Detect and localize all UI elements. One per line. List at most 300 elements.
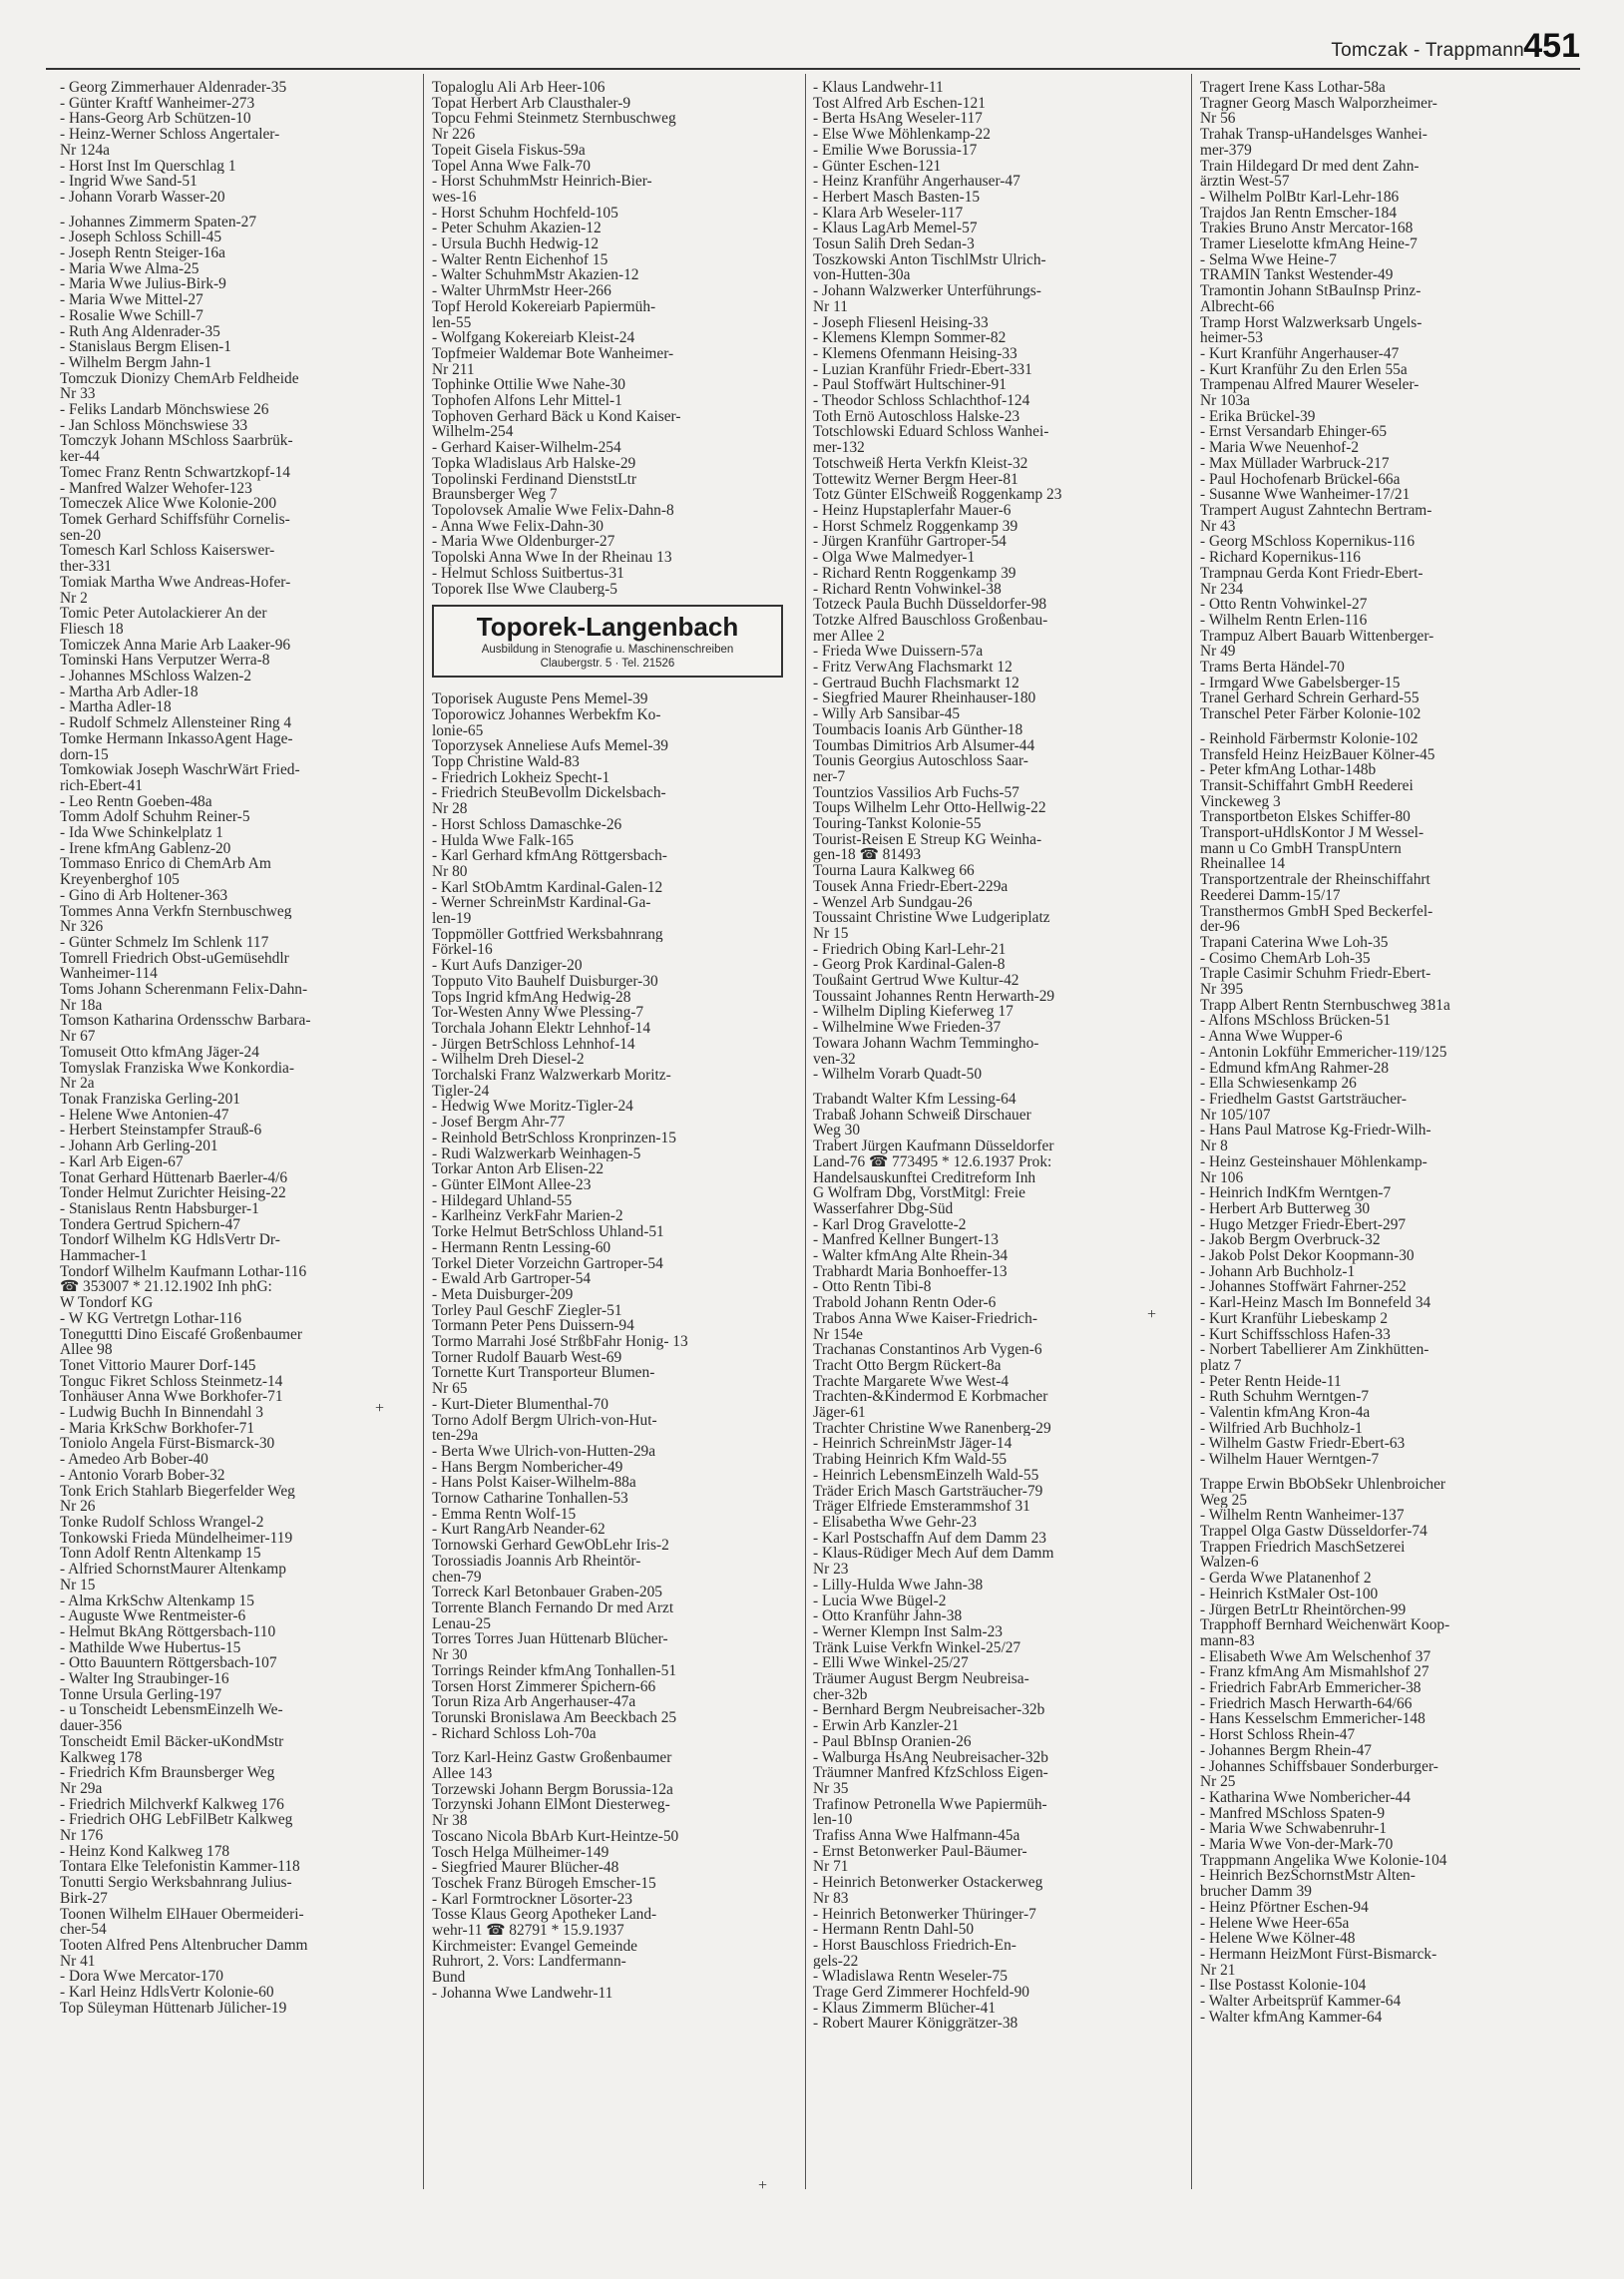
directory-entry: Trajdos Jan Rentn Emscher-184 [1200,205,1398,222]
directory-entry: - Rudolf Schmelz Allensteiner Ring 4 [60,715,292,731]
directory-entry: - Heinz Gesteinshauer Möhlenkamp- [1200,1153,1427,1170]
directory-entry: Nr 18a [60,997,103,1014]
directory-entry: Kreyenberghof 105 [60,872,180,888]
entry-gap [1200,1468,1551,1477]
directory-entry: Torner Rudolf Bauarb West-69 [432,1349,622,1366]
directory-entry: Topolski Anna Wwe In der Rheinau 13 [432,550,672,566]
directory-entry: Toporzysek Anneliese Aufs Memel-39 [432,738,668,755]
directory-entry: Ruhrort, 2. Vors: Landfermann- [432,1954,626,1971]
directory-entry: brucher Damm 39 [1200,1884,1312,1900]
directory-entry: Tonat Gerhard Hüttenarb Baerler-4/6 [60,1169,288,1186]
directory-entry: Tonhäuser Anna Wwe Borkhofer-71 [60,1389,283,1406]
directory-entry: Tragert Irene Kass Lothar-58a [1200,80,1386,96]
directory-entry: Tonke Rudolf Schloss Wrangel-2 [60,1514,264,1531]
directory-entry: - Klara Arb Weseler-117 [813,205,964,222]
directory-entry: Trapani Caterina Wwe Loh-35 [1200,934,1389,951]
directory-entry: mann u Co GmbH TranspUntern [1200,840,1402,857]
directory-entry: - Mathilde Wwe Hubertus-15 [60,1639,241,1656]
directory-entry: Nr 83 [813,1890,849,1907]
directory-entry: Jäger-61 [813,1405,866,1421]
directory-entry: - Ilse Postasst Kolonie-104 [1200,1978,1367,1995]
directory-entry: Tost Alfred Arb Eschen-121 [813,95,986,112]
directory-entry: - Olga Wwe Malmedyer-1 [813,550,976,566]
directory-entry: - Karl Postschaffn Auf dem Damm 23 [813,1530,1046,1547]
directory-entry: - Hermann Rentn Dahl-50 [813,1922,975,1938]
directory-entry: gen-18 ☎ 81493 [813,847,922,864]
directory-entry: wehr-11 ☎ 82791 * 15.9.1937 [432,1923,624,1939]
directory-entry: Rheinallee 14 [1200,856,1286,873]
directory-entry: von-Hutten-30a [813,267,911,284]
directory-entry: - Horst Schuhm Hochfeld-105 [432,205,618,222]
directory-entry: Tonguc Fikret Schloss Steinmetz-14 [60,1373,283,1390]
directory-entry: Topputo Vito Bauhelf Duisburger-30 [432,973,658,990]
directory-entry: Nr 105/107 [1200,1107,1271,1124]
directory-entry: - Peter kfmAng Lothar-148b [1200,762,1377,778]
directory-entry: gels-22 [813,1953,859,1970]
directory-entry: mer Allee 2 [813,628,885,645]
directory-entry: - Werner SchreinMstr Kardinal-Ga- [432,895,651,912]
directory-entry: platz 7 [1200,1357,1242,1374]
directory-entry: Torres Torres Juan Hüttenarb Blücher- [432,1631,668,1648]
directory-entry: - Katharina Wwe Nombericher-44 [1200,1789,1411,1806]
directory-entry: Tonet Vittorio Maurer Dorf-145 [60,1357,256,1374]
directory-entry: Nr 176 [60,1828,104,1844]
directory-entry: Trabaß Johann Schweiß Dirschauer [813,1107,1031,1124]
directory-entry: sen-20 [60,527,102,544]
directory-entry: Torley Paul GeschF Ziegler-51 [432,1302,622,1319]
directory-entry: Topat Herbert Arb Clausthaler-9 [432,95,631,112]
directory-entry: - Karl Heinz HdlsVertr Kolonie-60 [60,1985,274,2001]
directory-entry: Wasserfahrer Dbg-Süd [813,1200,954,1217]
directory-entry: ☎ 353007 * 21.12.1902 Inh phG: [60,1279,272,1296]
directory-entry: Tontara Elke Telefonistin Kammer-118 [60,1859,300,1876]
directory-entry: Trachte Margarete Wwe West-4 [813,1373,1010,1390]
directory-entry: - Günter ElMont Allee-23 [432,1177,592,1193]
directory-entry: Tosun Salih Dreh Sedan-3 [813,236,975,252]
directory-entry: - Erika Brückel-39 [1200,408,1316,425]
directory-entry: Tountzios Vassilios Arb Fuchs-57 [813,784,1019,801]
directory-entry: Tomkowiak Joseph WaschrWärt Fried- [60,762,300,778]
directory-entry: - Wilhelmine Wwe Frieden-37 [813,1020,1002,1036]
directory-entry: Torke Helmut BetrSchloss Uhland-51 [432,1224,664,1240]
directory-entry: - Alma KrkSchw Altenkamp 15 [60,1593,254,1609]
directory-entry: Toszkowski Anton TischlMstr Ulrich- [813,251,1046,268]
directory-entry: - Lilly-Hulda Wwe Jahn-38 [813,1577,984,1594]
directory-entry: - Karl StObAmtm Kardinal-Galen-12 [432,879,663,896]
directory-entry: - Antonin Lokführ Emmericher-119/125 [1200,1044,1447,1061]
directory-entry: Trampnau Gerda Kont Friedr-Ebert- [1200,565,1423,582]
directory-entry: Trappen Friedrich MaschSetzerei [1200,1539,1406,1556]
directory-entry: - Wladislawa Rentn Weseler-75 [813,1969,1008,1986]
directory-entry: - Heinrich IndKfm Werntgen-7 [1200,1185,1392,1201]
directory-entry: - Ernst Betonwerker Paul-Bäumer- [813,1843,1027,1860]
directory-entry: - Fritz VerwAng Flachsmarkt 12 [813,660,1013,676]
directory-entry: - Else Wwe Möhlenkamp-22 [813,127,991,143]
directory-entry: - Gerhard Kaiser-Wilhelm-254 [432,440,621,456]
directory-entry: - Paul Hochofenarb Brückel-66a [1200,471,1401,488]
directory-entry: Topolovsek Amalie Wwe Felix-Dahn-8 [432,502,674,519]
directory-entry: - Irmgard Wwe Gabelsberger-15 [1200,675,1401,691]
directory-entry: mer-132 [813,440,865,456]
directory-entry: rich-Ebert-41 [60,777,143,794]
directory-entry: - Horst Bauschloss Friedrich-En- [813,1937,1016,1954]
directory-entry: Nr 234 [1200,581,1244,598]
directory-entry: Albrecht-66 [1200,298,1275,315]
directory-entry: - Richard Schloss Loh-70a [432,1725,597,1742]
directory-entry: - Maria Wwe Mittel-27 [60,292,203,308]
directory-entry: - Johann Arb Gerling-201 [60,1139,218,1154]
directory-entry: - Theodor Schloss Schlachthof-124 [813,393,1030,409]
directory-entry: Kirchmeister: Evangel Gemeinde [432,1938,637,1955]
directory-entry: Braunsberger Weg 7 [432,487,558,503]
directory-entry: Torzewski Johann Bergm Borussia-12a [432,1781,673,1798]
directory-entry: - Herbert Masch Basten-15 [813,189,981,206]
directory-entry: Nr 38 [432,1813,468,1829]
directory-entry: - Friedrich FabrArb Emmericher-38 [1200,1680,1421,1696]
entry-gap [432,1741,783,1750]
directory-entry: Tomson Katharina Ordensschw Barbara- [60,1013,311,1030]
directory-entry: Träder Erich Masch Gartsträucher-79 [813,1483,1043,1500]
directory-entry: Traple Casimir Schuhm Friedr-Ebert- [1200,966,1431,983]
directory-entry: - Jakob Polst Dekor Koopmann-30 [1200,1248,1415,1264]
directory-column-3 [813,80,1164,2032]
directory-entry: Träumer August Bergm Neubreisa- [813,1671,1029,1687]
directory-entry: - Elisabeth Wwe Am Welschenhof 37 [1200,1648,1431,1665]
directory-entry: - Horst Schloss Damaschke-26 [432,816,622,833]
directory-entry: - Klemens Ofenmann Heising-33 [813,345,1017,362]
directory-entry: Torrings Reinder kfmAng Tonhallen-51 [432,1662,677,1679]
directory-entry: - Gerda Wwe Platanenhof 2 [1200,1571,1372,1587]
directory-entry: Nr 35 [813,1780,849,1797]
entry-gap [60,206,411,215]
directory-entry: Topel Anna Wwe Falk-70 [432,158,591,175]
directory-entry: Vinckeweg 3 [1200,793,1281,810]
directory-entry: Trahak Transp-uHandelsges Wanhei- [1200,127,1427,143]
directory-entry: Tottewitz Werner Bergm Heer-81 [813,471,1018,488]
directory-entry: - Manfred Walzer Wehofer-123 [60,480,252,497]
directory-entry: Train Hildegard Dr med dent Zahn- [1200,158,1420,175]
directory-entry: - Maria Wwe Von-der-Mark-70 [1200,1837,1394,1853]
directory-entry: Trappmann Angelika Wwe Kolonie-104 [1200,1852,1447,1869]
directory-entry: - Hermann Rentn Lessing-60 [432,1239,611,1256]
directory-entry: Nr 15 [813,925,849,942]
entry-gap [1200,722,1551,731]
directory-entry: len-19 [432,911,472,927]
directory-entry: - Karl Arb Eigen-67 [60,1153,184,1170]
directory-entry: Topolinski Ferdinand DienststLtr [432,471,636,488]
directory-entry: - Peter Schuhm Akazien-12 [432,221,602,237]
directory-entry: Trabandt Walter Kfm Lessing-64 [813,1092,1016,1108]
directory-entry: Tommaso Enrico di ChemArb Am [60,856,271,873]
directory-entry: - Georg Prok Kardinal-Galen-8 [813,957,1006,974]
directory-entry: Trabos Anna Wwe Kaiser-Friedrich- [813,1310,1037,1327]
directory-entry: - Valentin kfmAng Kron-4a [1200,1405,1371,1421]
directory-entry: - Amedeo Arb Bober-40 [60,1452,208,1468]
directory-entry: - Heinz Pförtner Eschen-94 [1200,1899,1369,1916]
directory-entry: - Jürgen BetrLtr Rheintörchen-99 [1200,1601,1407,1618]
directory-column-1 [60,80,411,2016]
directory-entry: Transport-uHdlsKontor J M Wessel- [1200,825,1424,841]
directory-entry: - Max Müllader Warbruck-217 [1200,455,1390,472]
entry-gap [813,1083,1164,1092]
directory-entry: Tondorf Wilhelm Kaufmann Lothar-116 [60,1263,307,1280]
directory-entry: - Antonio Vorarb Bober-32 [60,1467,225,1484]
directory-entry: - Hildegard Uhland-55 [432,1192,573,1209]
directory-entry: Träumner Manfred KfzSchloss Eigen- [813,1765,1048,1781]
directory-entry: - Hans Kesselschm Emmericher-148 [1200,1711,1425,1728]
directory-entry: Topp Christine Wald-83 [432,754,580,770]
directory-entry: Tommes Anna Verkfn Sternbuschweg [60,903,292,920]
margin-mark: + [758,2177,768,2194]
directory-entry: Tormo Marrahi José StrßbFahr Honig- 13 [432,1334,688,1350]
directory-entry: ner-7 [813,768,846,785]
directory-entry: Transthermos GmbH Sped Beckerfel- [1200,903,1433,920]
directory-entry: - Ruth Schuhm Werntgen-7 [1200,1389,1370,1406]
directory-entry: - Bernhard Bergm Neubreisacher-32b [813,1702,1045,1719]
directory-entry: - Helmut Schloss Suitbertus-31 [432,565,624,582]
directory-entry: Totschlowski Eduard Schloss Wanhei- [813,424,1049,441]
directory-entry: - Hans-Georg Arb Schützen-10 [60,111,251,128]
directory-entry: Toniolo Angela Fürst-Bismarck-30 [60,1436,275,1453]
page-header [46,28,1580,70]
directory-entry: - Friedrich SteuBevollm Dickelsbach- [432,785,666,802]
directory-entry: Tramer Lieselotte kfmAng Heine-7 [1200,236,1418,252]
directory-entry: Top Süleyman Hüttenarb Jülicher-19 [60,2000,287,2017]
directory-entry: Fliesch 18 [60,621,124,638]
directory-entry: - Heinrich Betonwerker Ostackerweg [813,1875,1043,1891]
ad-address: Claubergstr. 5 · Tel. 21526 [540,658,675,671]
directory-entry: - Gino di Arb Holtener-363 [60,887,228,904]
directory-entry: Tousek Anna Friedr-Ebert-229a [813,878,1009,895]
directory-entry: Topf Herold Kokereiarb Papiermüh- [432,298,656,315]
directory-entry: - Ursula Buchh Hedwig-12 [432,236,600,252]
directory-entry: - Hans Bergm Nombericher-49 [432,1459,623,1476]
directory-entry: Land-76 ☎ 773495 * 12.6.1937 Prok: [813,1153,1052,1170]
directory-entry: - Elisabetha Wwe Gehr-23 [813,1514,977,1531]
directory-entry: Tondorf Wilhelm KG HdlsVertr Dr- [60,1232,280,1249]
directory-entry: Tops Ingrid kfmAng Hedwig-28 [432,989,631,1006]
directory-entry: Topaloglu Ali Arb Heer-106 [432,80,606,96]
directory-entry: - Jürgen Kranführ Gartroper-54 [813,534,1007,551]
directory-entry: Trams Berta Händel-70 [1200,660,1345,676]
directory-entry: Toms Johann Scherenmann Felix-Dahn- [60,982,308,998]
directory-entry: - Lucia Wwe Bügel-2 [813,1593,947,1609]
directory-entry: Nr 8 [1200,1139,1228,1154]
directory-entry: len-55 [432,314,472,331]
directory-entry: Walzen-6 [1200,1555,1259,1572]
directory-entry: Trampert August Zahntechn Bertram- [1200,502,1432,519]
directory-entry: - Paul BbInsp Oranien-26 [813,1733,972,1750]
directory-entry: Trappel Olga Gastw Düsseldorfer-74 [1200,1523,1427,1540]
directory-entry: Förkel-16 [432,942,493,959]
directory-entry: - Heinrich LebensmEinzelh Wald-55 [813,1467,1039,1484]
directory-entry: Torkel Dieter Vorzeichn Gartroper-54 [432,1255,663,1272]
directory-entry: Tonk Erich Stahlarb Biegerfelder Weg [60,1483,295,1500]
directory-entry: Nr 33 [60,386,96,403]
directory-entry: Toußaint Gertrud Wwe Kultur-42 [813,973,1019,989]
directory-entry: Nr 326 [60,919,104,935]
directory-entry: - Kurt-Dieter Blumenthal-70 [432,1396,609,1413]
directory-entry: Tooten Alfred Pens Altenbrucher Damm [60,1937,308,1954]
directory-entry: - Karl Gerhard kfmAng Röttgersbach- [432,848,667,864]
ad-title: Toporek-Langenbach [476,612,739,643]
directory-entry: - Wolfgang Kokereiarb Kleist-24 [432,330,635,346]
directory-entry: - Edmund kfmAng Rahmer-28 [1200,1060,1390,1077]
directory-entry: Trachanas Constantinos Arb Vygen-6 [813,1342,1042,1358]
directory-entry: - Cosimo ChemArb Loh-35 [1200,950,1371,967]
directory-entry: - Josef Bergm Ahr-77 [432,1115,566,1131]
directory-entry: - Maria Wwe Neuenhof-2 [1200,440,1360,456]
directory-entry: Tormann Peter Pens Duissern-94 [432,1318,634,1335]
directory-entry: - Klaus Zimmerm Blücher-41 [813,2000,997,2017]
directory-entry: - Johann Walzwerker Unterführungs- [813,283,1041,299]
directory-entry: - Maria Wwe Schwabenruhr-1 [1200,1821,1388,1838]
directory-entry: Torsen Horst Zimmerer Spichern-66 [432,1678,656,1695]
directory-entry: - Richard Kopernikus-116 [1200,550,1361,566]
directory-entry: Tornette Kurt Transporteur Blumen- [432,1365,655,1382]
directory-entry: - W KG Vertretgn Lothar-116 [60,1310,242,1327]
directory-entry: Topfmeier Waldemar Bote Wanheimer- [432,345,674,362]
directory-entry: - Karl Drog Gravelotte-2 [813,1216,967,1233]
directory-entry: - Reinhold Färbermstr Kolonie-102 [1200,730,1419,747]
directory-entry: - Maria Wwe Oldenburger-27 [432,534,615,551]
directory-entry: - Klaus Landwehr-11 [813,80,944,96]
directory-entry: Tramp Horst Walzwerksarb Ungels- [1200,314,1422,331]
directory-entry: Tomic Peter Autolackierer An der [60,606,267,622]
directory-entry: - Klaus LagArb Memel-57 [813,221,978,237]
directory-entry: - Walter Rentn Eichenhof 15 [432,251,609,268]
directory-entry: Torun Riza Arb Angerhauser-47a [432,1694,636,1710]
directory-entry: Tomyslak Franziska Wwe Konkordia- [60,1060,294,1077]
directory-entry: - Johanna Wwe Landwehr-11 [432,1985,613,2002]
directory-entry: - Georg MSchloss Kopernikus-116 [1200,534,1416,551]
directory-entry: Totz Günter ElSchweiß Roggenkamp 23 [813,487,1062,503]
directory-entry: mann-83 [1200,1632,1255,1649]
directory-entry: - Friedrich Obing Karl-Lehr-21 [813,941,1007,958]
directory-entry: ther-331 [60,559,112,575]
directory-entry: - Stanislaus Bergm Elisen-1 [60,339,231,355]
directory-entry: lonie-65 [432,722,484,739]
directory-entry: - Herbert Steinstampfer Strauß-6 [60,1123,262,1140]
directory-entry: - Joseph Schloss Schill-45 [60,229,222,246]
directory-entry: Toporek Ilse Wwe Clauberg-5 [432,581,617,598]
directory-entry: Toscano Nicola BbArb Kurt-Heintze-50 [432,1828,679,1845]
directory-entry: Allee 98 [60,1342,113,1358]
directory-entry: Nr 56 [1200,111,1236,128]
column-divider [1191,74,1192,2189]
directory-entry: - Friedrich Lokheiz Specht-1 [432,769,610,786]
directory-entry: Totschweiß Herta Verkfn Kleist-32 [813,455,1028,472]
directory-entry: - Frieda Wwe Duissern-57a [813,644,984,661]
directory-entry: - Johannes Stoffwärt Fahrner-252 [1200,1279,1407,1296]
directory-entry: - Otto Rentn Vohwinkel-27 [1200,597,1368,613]
directory-entry: - Hedwig Wwe Moritz-Tigler-24 [432,1099,633,1116]
directory-entry: Torz Karl-Heinz Gastw Großenbaumer [432,1750,672,1767]
directory-entry: Tophinke Ottilie Wwe Nahe-30 [432,377,625,394]
directory-entry: - Jürgen BetrSchloss Lehnhof-14 [432,1036,635,1053]
directory-entry: Topka Wladislaus Arb Halske-29 [432,455,636,472]
directory-entry: Tonscheidt Emil Bäcker-uKondMstr [60,1733,284,1750]
directory-entry: Trabhardt Maria Bonhoeffer-13 [813,1263,1008,1280]
page-number: 451 [1523,27,1580,65]
directory-entry: - Wenzel Arb Sundgau-26 [813,894,973,911]
directory-entry: - Werner Klempn Inst Salm-23 [813,1623,1003,1640]
directory-entry: - Günter Eschen-121 [813,158,942,175]
directory-entry: - Martha Adler-18 [60,699,172,716]
directory-entry: Weg 25 [1200,1492,1248,1509]
directory-entry: Toporowicz Johannes Werbekfm Ko- [432,706,661,723]
directory-entry: Nr 106 [1200,1169,1244,1186]
directory-entry: Tourist-Reisen E Streup KG Weinha- [813,831,1042,848]
directory-entry: - Walter kfmAng Kammer-64 [1200,2009,1383,2026]
directory-entry: - Alfried SchornstMaurer Altenkamp [60,1562,286,1578]
directory-column-4 [1200,80,1551,2025]
directory-entry: Träger Elfriede Emsterammshof 31 [813,1499,1030,1515]
directory-entry: - Walter kfmAng Alte Rhein-34 [813,1248,1009,1264]
margin-mark: + [375,1400,385,1417]
running-head-names: Tomczak - Trappmann [1331,40,1524,61]
directory-entry: - Hermann HeizMont Fürst-Bismarck- [1200,1946,1437,1963]
directory-entry: - Irene kfmAng Gablenz-20 [60,840,231,857]
directory-entry: - Norbert Tabellierer Am Zinkhütten- [1200,1342,1429,1358]
directory-entry: Toussaint Johannes Rentn Herwarth-29 [813,988,1055,1005]
directory-entry: - Richard Rentn Roggenkamp 39 [813,565,1016,582]
directory-entry: - Johann Arb Buchholz-1 [1200,1263,1356,1280]
directory-entry: heimer-53 [1200,330,1263,346]
directory-entry: - Heinz Hupstaplerfahr Mauer-6 [813,502,1012,519]
directory-entry: Nr 30 [432,1647,468,1663]
directory-entry: Tornow Catharine Tonhallen-53 [432,1491,628,1507]
directory-entry: - Kurt Kranführ Liebeskamp 2 [1200,1310,1389,1327]
directory-entry: - Johannes Zimmerm Spaten-27 [60,214,257,230]
directory-entry: Torchalski Franz Walzwerkarb Moritz- [432,1068,671,1084]
directory-entry: Trakies Bruno Anstr Mercator-168 [1200,221,1414,237]
directory-entry: - Peter Rentn Heide-11 [1200,1373,1342,1390]
directory-entry: Nr 23 [813,1562,849,1578]
directory-entry: - Heinrich Betonwerker Thüringer-7 [813,1906,1036,1923]
directory-entry: Nr 43 [1200,518,1236,535]
directory-entry: - Maria Wwe Julius-Birk-9 [60,276,226,293]
directory-entry: Trachter Christine Wwe Ranenberg-29 [813,1420,1051,1437]
directory-entry: - u Tonscheidt LebensmEinzelh We- [60,1702,283,1719]
directory-entry: Lenau-25 [432,1615,491,1632]
directory-entry: mer-379 [1200,142,1252,159]
directory-entry: - Georg Zimmerhauer Aldenrader-35 [60,80,287,96]
directory-entry: - Ewald Arb Gartroper-54 [432,1271,592,1287]
directory-entry: - Martha Arb Adler-18 [60,684,199,700]
directory-entry: - Heinrich BezSchornstMstr Alten- [1200,1868,1416,1885]
directory-entry: - Heinrich SchreinMstr Jäger-14 [813,1436,1013,1453]
directory-entry: Nr 2 [60,590,88,607]
directory-entry: Trafinow Petronella Wwe Papiermüh- [813,1796,1047,1813]
directory-entry: - Horst Schloss Rhein-47 [1200,1727,1356,1743]
directory-entry: - Robert Maurer Königgrätzer-38 [813,2016,1018,2033]
directory-entry: Tonkowski Frieda Mündelheimer-119 [60,1530,293,1547]
directory-entry: - Wilfried Arb Buchholz-1 [1200,1420,1363,1437]
directory-entry: Trachten-&Kindermod E Korbmacher [813,1389,1048,1406]
directory-entry: - Klemens Klempn Sommer-82 [813,330,1007,346]
directory-entry: Totzke Alfred Bauschloss Großenbau- [813,612,1048,629]
directory-entry: - Leo Rentn Goeben-48a [60,793,212,810]
directory-entry: - Manfred MSchloss Spaten-9 [1200,1805,1386,1822]
directory-entry: Bund [432,1970,466,1986]
directory-entry: - Maria Wwe Alma-25 [60,260,200,277]
directory-entry: Tonn Adolf Rentn Altenkamp 15 [60,1546,261,1563]
directory-entry: Tomm Adolf Schuhm Reiner-5 [60,809,250,826]
directory-entry: Birk-27 [60,1890,108,1907]
directory-entry: - Friedrich Masch Herwarth-64/66 [1200,1695,1413,1712]
directory-entry: - Susanne Wwe Wanheimer-17/21 [1200,487,1411,503]
